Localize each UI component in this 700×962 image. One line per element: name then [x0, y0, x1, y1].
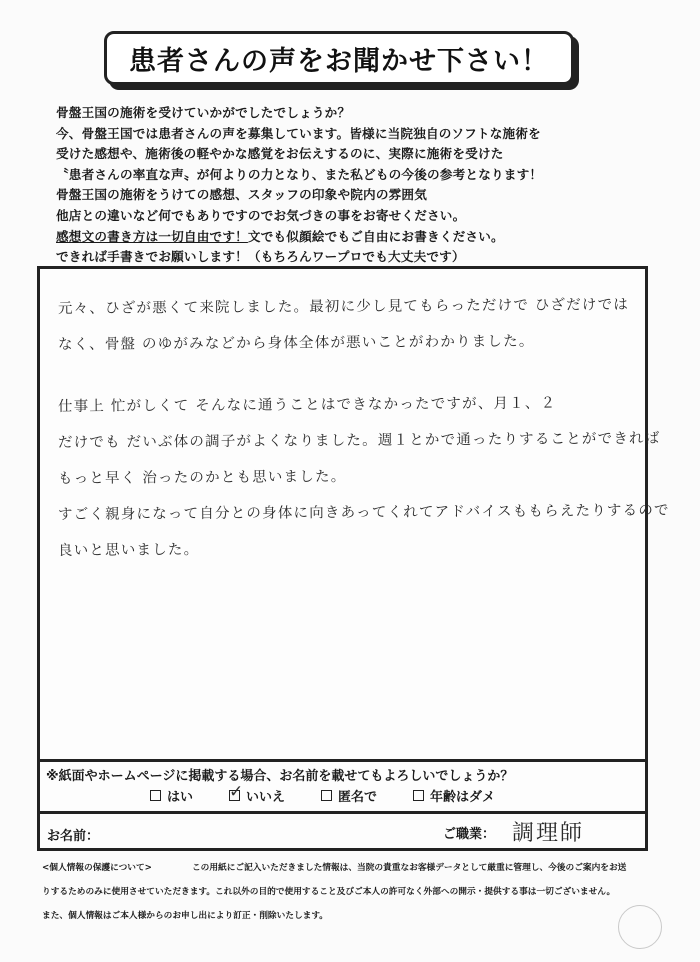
name-label: お名前：: [47, 829, 100, 844]
name-occupation-row: [40, 811, 645, 848]
checked-checkbox-icon[interactable]: [229, 790, 240, 801]
consent-question: ※紙面やホームページに掲載する場合、お名前を載せてもよろしいでしょうか？: [46, 769, 514, 784]
intro-line: 骨盤王国の施術を受けていかがでしたでしょうか？: [56, 105, 351, 120]
comment-line: もっと早く 治ったのかとも思いました。: [57, 468, 347, 487]
checkbox-icon[interactable]: [413, 790, 424, 801]
intro-line: できれば手書きでお願いします！（もちろんワープロでも大丈夫です）: [56, 249, 465, 265]
intro-line: 他店との違いなど何でもありですのでお気づきの事をお寄せください。: [56, 207, 466, 223]
privacy-notice: [42, 856, 662, 928]
option-label: 年齢はダメ: [430, 790, 496, 805]
privacy-label: <個人情報の保護について>: [42, 863, 152, 873]
comment-line: なく、骨盤 のゆがみなどから身体全体が悪いことがわかりました。: [57, 333, 535, 353]
intro-line: [56, 227, 656, 248]
privacy-text: この用紙にご記入いただきました情報は、当院の貴重なお客様データとして厳重に管理し、今後のご案内をお送: [191, 863, 627, 873]
privacy-line: [42, 856, 662, 880]
option-anonymous[interactable]: [321, 786, 377, 805]
comment-line: 良いと思いました。: [57, 542, 200, 559]
intro-text: [56, 103, 656, 268]
checkbox-icon[interactable]: [150, 790, 161, 801]
option-no[interactable]: [229, 786, 285, 805]
option-no-age[interactable]: [413, 786, 495, 805]
page-title: 患者さんの声をお聞かせ下さい！: [129, 45, 549, 77]
option-yes[interactable]: [150, 786, 193, 805]
intro-line: 今、骨盤王国では患者さんの声を募集しています。皆様に当院独自のソフトな施術を: [56, 125, 541, 141]
comment-box: [37, 266, 670, 851]
intro-rest: 文でも似顔絵でもご自由にお書きください。: [247, 228, 504, 244]
intro-line: 受けた感想や、施術後の軽やかな感覚をお伝えするのに、実際に施術を受けた: [56, 146, 504, 162]
faint-stamp-icon: [618, 905, 662, 949]
comment-line: 仕事上 忙がしくて そんなに通うことはできなかったですが、月１、２: [57, 395, 557, 415]
consent-options: [150, 786, 495, 805]
comment-line: だけでも だいぶ体の調子がよくなりました。週１とかで通ったりすることができれば: [57, 430, 661, 451]
intro-underlined: 感想文の書き方は一切自由です！: [56, 228, 248, 244]
option-label: いいえ: [246, 790, 286, 805]
occupation-label: ご職業：: [443, 827, 496, 842]
intro-line: 骨盤王国の施術をうけての感想、スタッフの印象や院内の雰囲気: [56, 187, 428, 203]
intro-line: 〝患者さんの率直な声〟が何よりの力となり、また私どもの今後の参考となります！: [56, 166, 543, 182]
handwritten-comment: [57, 291, 670, 569]
option-label: はい: [167, 790, 194, 805]
comment-line: すごく親身になって自分との身体に向きあってくれてアドバイスももらえたりするので: [57, 502, 670, 523]
privacy-line: りするためのみに使用させていただきます。これ以外の目的で使用すること及びご本人の許可なく外部への開示・提供する事は一切ございません。: [42, 887, 616, 897]
occupation-value: 調理師: [512, 821, 585, 846]
option-label: 匿名で: [338, 790, 378, 805]
consent-section: [40, 759, 645, 814]
privacy-line: また、個人情報はご本人様からのお申し出により訂正・削除いたします。: [42, 911, 328, 921]
comment-line: 元々、ひざが悪くて来院しました。最初に少し見てもらっただけで ひざだけでは: [57, 297, 630, 317]
checkbox-icon[interactable]: [321, 790, 332, 801]
title-banner: [104, 31, 574, 85]
